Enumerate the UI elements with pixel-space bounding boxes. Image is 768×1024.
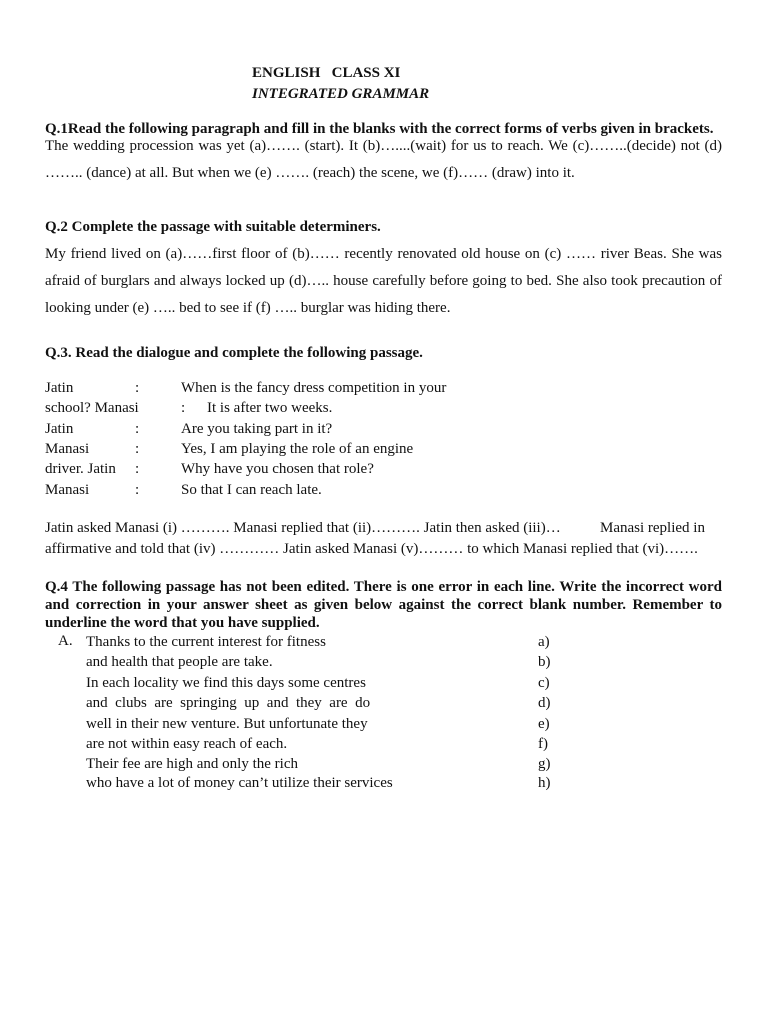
answer-blank-label: d) [538, 695, 551, 711]
error-line-text: are not within easy reach of each. [86, 736, 288, 752]
answer-blank-label: c) [538, 675, 550, 691]
dialogue-text: It is after two weeks. [207, 400, 333, 416]
dialogue-text: Are you taking part in it? [181, 421, 333, 437]
q3-passage-line-2: affirmative and told that (iv) ………… Jatin asked Manasi (v)……… to which Manasi replied that (vi)……. [45, 541, 698, 557]
dialogue-text: Why have you chosen that role? [181, 461, 374, 477]
dialogue-row [45, 421, 725, 441]
answer-blank-label: b) [538, 654, 551, 670]
dialogue-row [45, 400, 725, 420]
q4-heading-line-3: underline the word that you have supplied. [45, 615, 320, 631]
error-line-text: In each locality we find this days some centres [86, 675, 366, 691]
q1-line-1: The wedding procession was yet (a)……. (start). It (b)…....(wait) for us to reach. We (c)……..(decide) not (d) [45, 138, 722, 154]
dialogue-colon: : [135, 441, 140, 457]
error-line [86, 716, 686, 736]
error-line-text: Thanks to the current interest for fitness [86, 634, 326, 650]
dialogue-speaker: Manasi [45, 482, 90, 498]
q3-passage-part-b: Manasi replied in [600, 520, 705, 536]
dialogue-speaker: driver. Jatin [45, 461, 116, 477]
dialogue-speaker: school? Manasi [45, 400, 139, 416]
error-line [86, 675, 686, 695]
error-line [86, 756, 686, 776]
dialogue-text: When is the fancy dress competition in your [181, 380, 447, 396]
dialogue-colon: : [135, 482, 140, 498]
error-line-text: and health that people are take. [86, 654, 273, 670]
class-label: CLASS XI [331, 65, 401, 81]
q4-section-label: A. [58, 633, 73, 649]
subject-title [252, 65, 400, 82]
dialogue-colon: : [135, 380, 140, 396]
q1-line-2: …….. (dance) at all. But when we (e) ……. (reach) the scene, we (f)…… (draw) into it. [45, 165, 575, 181]
error-line [86, 695, 686, 715]
dialogue-row [45, 380, 725, 400]
answer-blank-label: e) [538, 716, 550, 732]
q4-heading-line-2: and correction in your answer sheet as given below against the correct blank number. Remember to [45, 597, 722, 613]
q4-heading-line-1: Q.4 The following passage has not been edited. There is one error in each line. Write the incorrect word [45, 579, 722, 595]
dialogue-speaker: Jatin [45, 380, 74, 396]
subject-label: ENGLISH [252, 65, 321, 81]
dialogue-row [45, 461, 725, 481]
answer-blank-label: a) [538, 634, 550, 650]
error-line-text: well in their new venture. But unfortunate they [86, 716, 368, 732]
answer-blank-label: h) [538, 775, 551, 791]
q3-passage-part-a: Jatin asked Manasi (i) ………. Manasi replied that (ii)………. Jatin then asked (iii)… [45, 520, 561, 536]
q3-heading: Q.3. Read the dialogue and complete the following passage. [45, 345, 423, 361]
error-line-text: who have a lot of money can’t utilize their services [86, 775, 393, 791]
dialogue-text: So that I can reach late. [181, 482, 322, 498]
q1-heading: Q.1Read the following paragraph and fill in the blanks with the correct forms of verbs given in brackets. [45, 121, 714, 137]
answer-blank-label: g) [538, 756, 551, 772]
topic-title: INTEGRATED GRAMMAR [252, 86, 430, 102]
dialogue-colon: : [181, 400, 186, 416]
error-line-text: Their fee are high and only the rich [86, 756, 298, 772]
dialogue-row [45, 441, 725, 461]
error-line [86, 634, 686, 654]
dialogue-text: Yes, I am playing the role of an engine [181, 441, 414, 457]
error-line-text: and clubs are springing up and they are do [86, 695, 371, 711]
q2-heading: Q.2 Complete the passage with suitable determiners. [45, 219, 381, 235]
dialogue-speaker: Manasi [45, 441, 90, 457]
answer-blank-label: f) [538, 736, 548, 752]
error-line [86, 654, 686, 674]
error-line [86, 775, 686, 795]
q3-passage-line-1 [45, 520, 561, 537]
dialogue-row [45, 482, 725, 502]
dialogue-colon: : [135, 421, 140, 437]
q2-line-3: looking under (e) ….. bed to see if (f) ….. burglar was hiding there. [45, 300, 451, 316]
dialogue-speaker: Jatin [45, 421, 74, 437]
q2-line-2: afraid of burglars and always locked up (d)….. house carefully before going to bed. She also took precaution of [45, 273, 722, 289]
q2-line-1: My friend lived on (a)……first floor of (b)…… recently renovated old house on (c) …… river Beas. She was [45, 246, 722, 262]
error-line [86, 736, 686, 756]
dialogue-colon: : [135, 461, 140, 477]
